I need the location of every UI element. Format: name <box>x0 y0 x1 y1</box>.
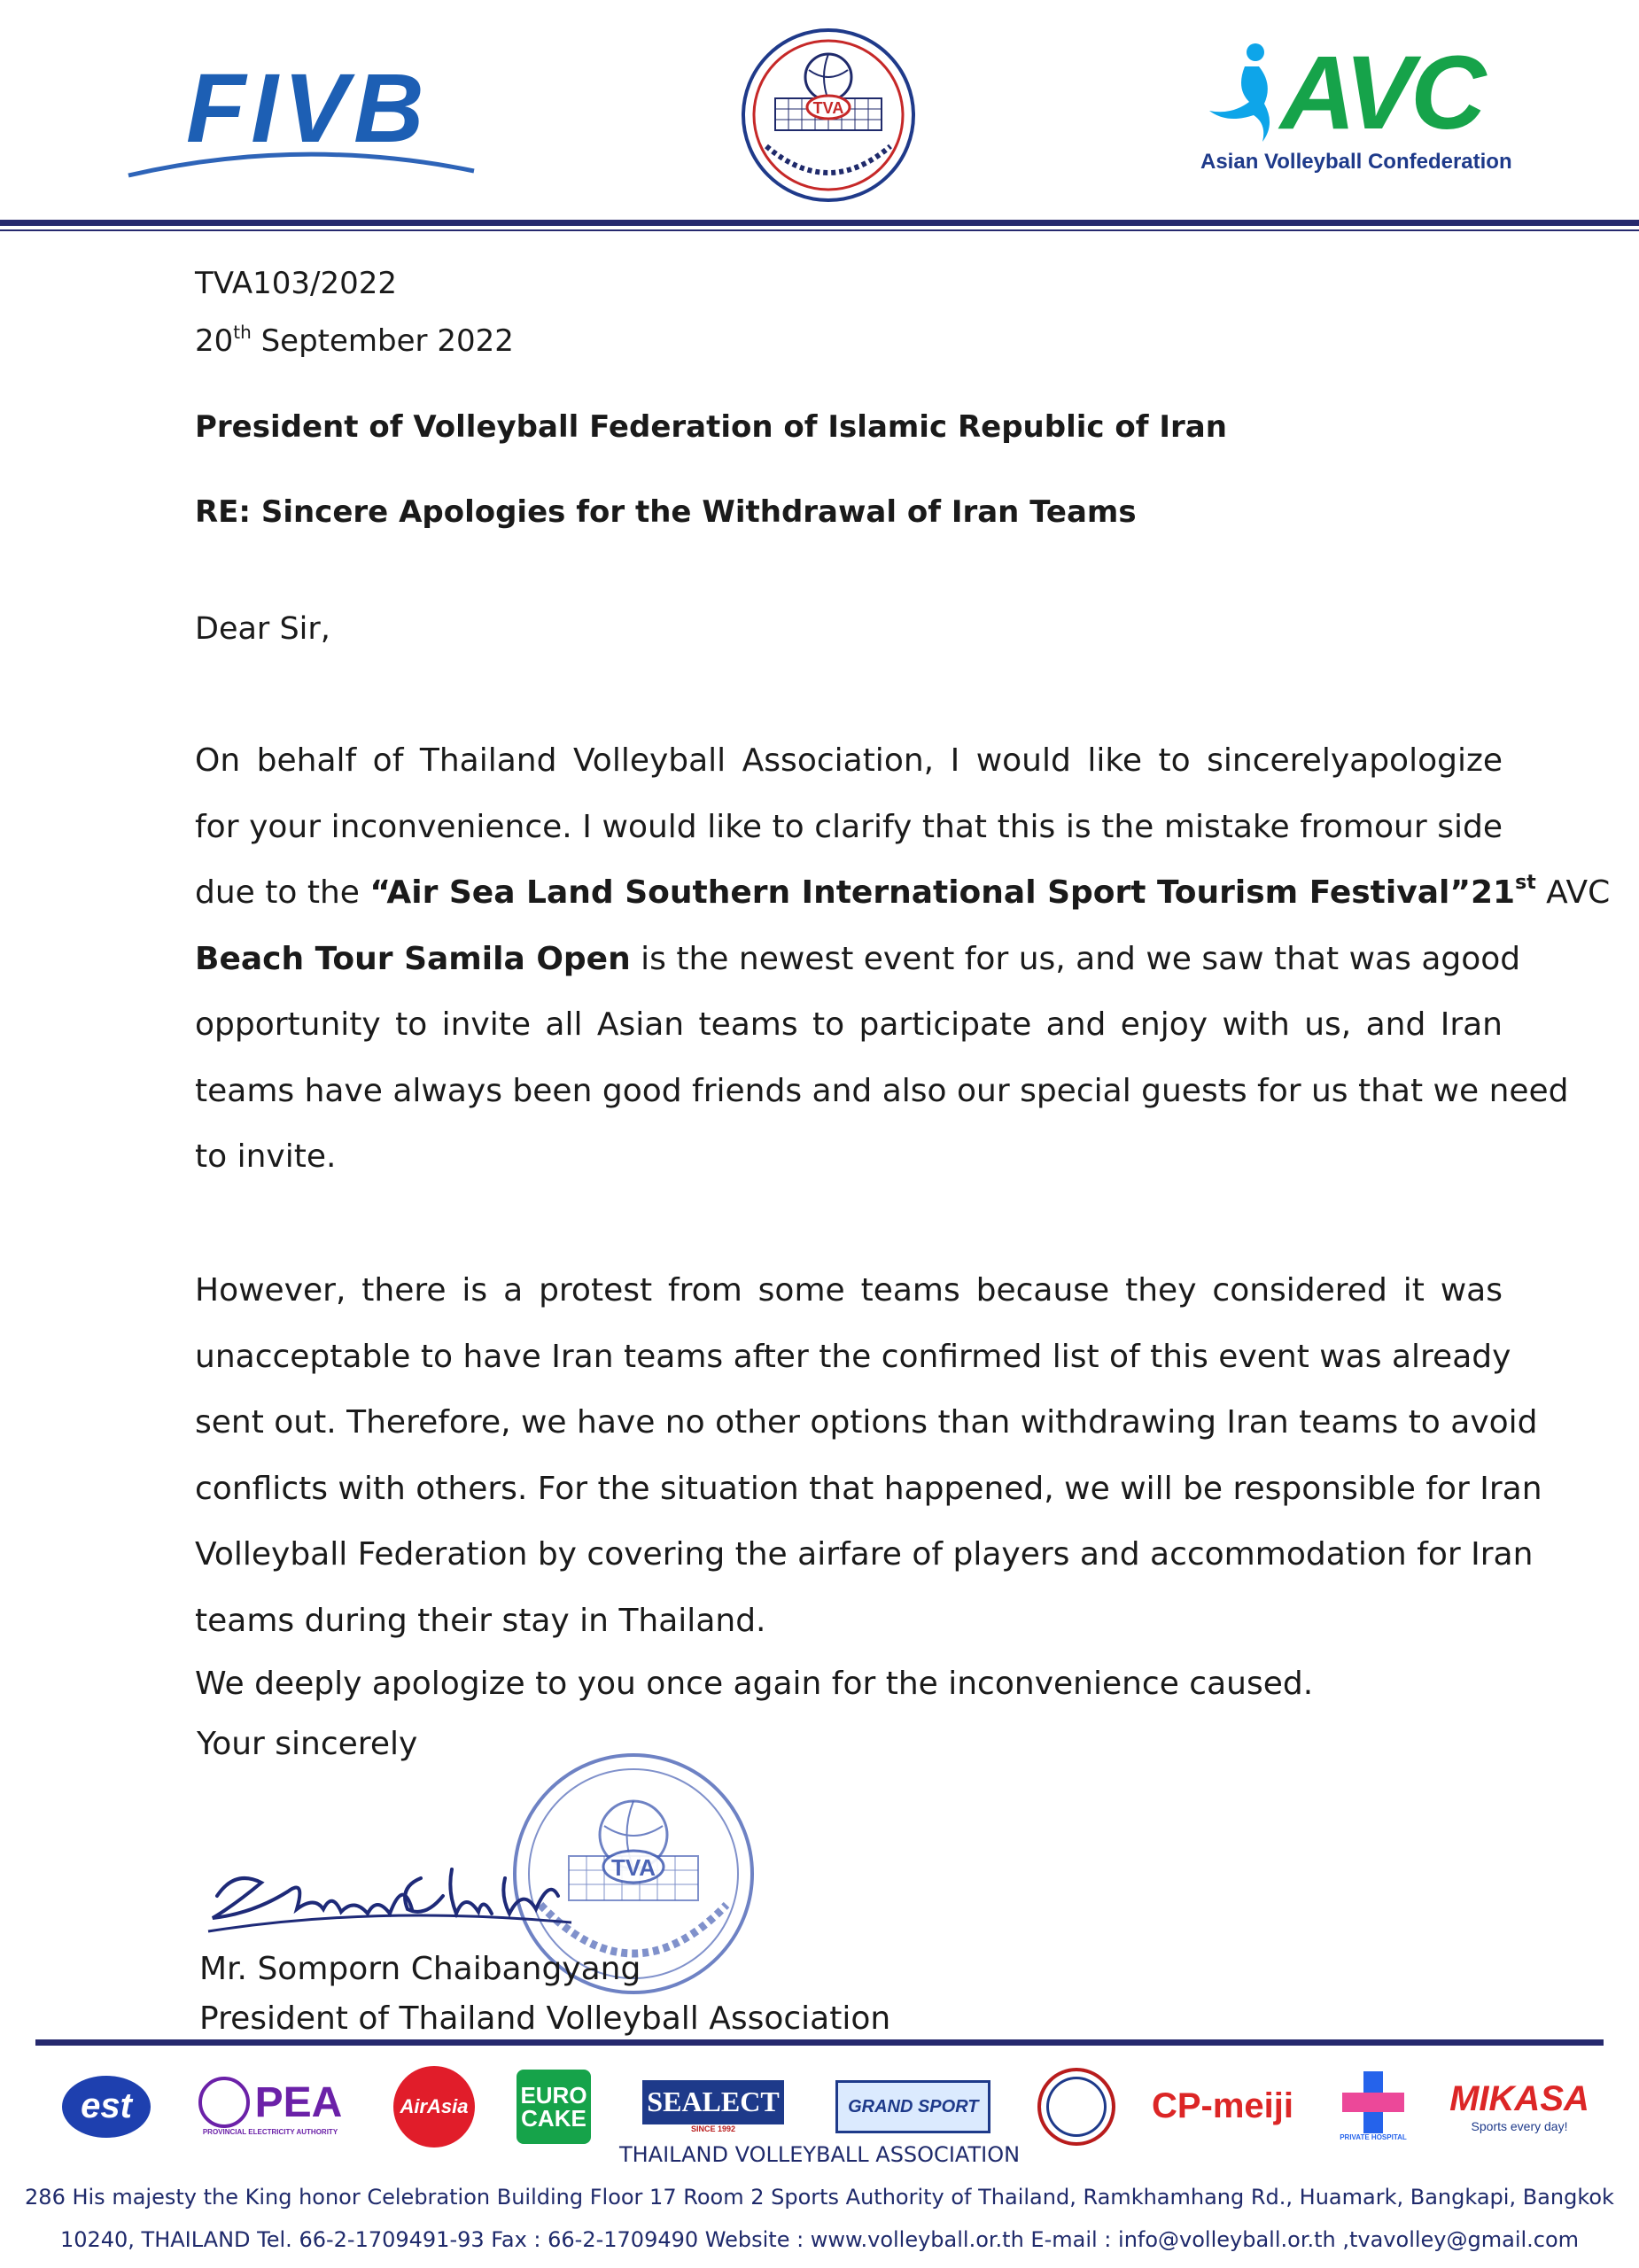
hospital-cross-icon <box>1342 2071 1404 2133</box>
sponsor-pea-logo: PEA PROVINCIAL ELECTRICITY AUTHORITY <box>186 2069 354 2144</box>
sponsor-eurocake-logo: EURO CAKE <box>514 2069 594 2144</box>
sponsor-grandsport-logo: GRAND SPORT <box>833 2069 992 2144</box>
paragraph-line: conflicts with others. For the situation that happened, we will be responsible for Iran <box>195 1470 1542 1507</box>
paragraph-line: due to the “Air Sea Land Southern International Sport Tourism Festival”21st AVC <box>195 872 1611 911</box>
sponsor-logos <box>53 2055 1595 2153</box>
paragraph-line: to invite. <box>195 1138 337 1175</box>
paragraph-line: opportunity to invite all Asian teams to participate and enjoy with us, and Iran <box>195 1006 1503 1043</box>
signer-name: Mr. Somporn Chaibangyang <box>199 1951 641 1987</box>
letter-date: 20th September 2022 <box>195 322 514 359</box>
tva-logo-text: TVA <box>812 99 844 117</box>
subject-line: RE: Sincere Apologies for the Withdrawal of Iran Teams <box>195 494 1137 530</box>
avc-logo-text: AVC <box>1280 35 1483 151</box>
paragraph-line: unacceptable to have Iran teams after the confirmed list of this event was already <box>195 1338 1511 1375</box>
footer-org-name: THAILAND VOLLEYBALL ASSOCIATION <box>618 2142 1021 2167</box>
paragraph-line: for your inconvenience. I would like to clarify that this is the mistake fromour side <box>195 808 1503 845</box>
paragraph-line: Volleyball Federation by covering the airfare of players and accommodation for Iran <box>195 1536 1534 1573</box>
apology-line: We deeply apologize to you once again for the inconvenience caused. <box>195 1666 1314 1702</box>
paragraph-1 <box>195 728 1611 1191</box>
sponsor-sealect-logo: SEALECT SINCE 1992 <box>638 2069 788 2144</box>
fivb-logo-text: FIVB <box>186 54 430 163</box>
recipient: President of Volleyball Federation of Islamic Republic of Iran <box>195 409 1227 445</box>
footer-rule <box>35 2039 1604 2046</box>
paragraph-2 <box>195 1258 1542 1654</box>
sponsor-seal-logo <box>1037 2069 1116 2144</box>
paragraph-line: teams have always been good friends and also our special guests for us that we need <box>195 1072 1569 1109</box>
event-name: Beach Tour Samila Open <box>195 940 631 977</box>
footer-address-line-1: 286 His majesty the King honor Celebration Building Floor 17 Room 2 Sports Authority of Thailand, Ramkhamhang Rd., Huamark, Bangkapi, Bangkok <box>25 2185 1614 2210</box>
paragraph-line: On behalf of Thailand Volleyball Association, I would like to sincerelyapologize <box>195 742 1503 779</box>
event-name: “Air Sea Land Southern International Sport Tourism Festival”21 <box>369 874 1516 911</box>
reference-number: TVA103/2022 <box>195 266 397 301</box>
sponsor-airasia-logo: AirAsia <box>390 2069 478 2144</box>
volleyball-player-icon <box>1200 40 1280 146</box>
seal-text: TVA <box>610 1854 656 1881</box>
avc-logo <box>1200 35 1512 182</box>
closing: Your sincerely <box>197 1726 418 1762</box>
salutation: Dear Sir, <box>195 611 330 647</box>
paragraph-line: However, there is a protest from some teams because they considered it was <box>195 1272 1503 1309</box>
paragraph-line: Beach Tour Samila Open is the newest event for us, and we saw that was agood <box>195 940 1521 977</box>
fivb-logo <box>124 51 478 184</box>
tva-logo <box>740 22 917 208</box>
signer-title: President of Thailand Volleyball Association <box>199 2000 891 2037</box>
header-rule <box>0 220 1639 226</box>
sponsor-mikasa-logo: MIKASA Sports every day! <box>1449 2079 1589 2133</box>
sponsor-est-logo: est <box>58 2069 155 2144</box>
sponsor-cpmeiji-logo: CP-meiji <box>1151 2086 1294 2125</box>
paragraph-line: teams during their stay in Thailand. <box>195 1602 766 1639</box>
footer-address-line-2: 10240, THAILAND Tel. 66-2-1709491-93 Fax : 66-2-1709490 Website : www.volleyball.or.th E-mail : info@volleyball.or.th ,tvavolley@gmail.com <box>59 2227 1580 2252</box>
paragraph-line: sent out. Therefore, we have no other options than withdrawing Iran teams to avoid <box>195 1404 1538 1441</box>
header-rule-thin <box>0 229 1639 231</box>
avc-subtitle: Asian Volleyball Confederation <box>1200 150 1512 174</box>
sponsor-hospital-logo: PRIVATE HOSPITAL <box>1329 2069 1418 2144</box>
